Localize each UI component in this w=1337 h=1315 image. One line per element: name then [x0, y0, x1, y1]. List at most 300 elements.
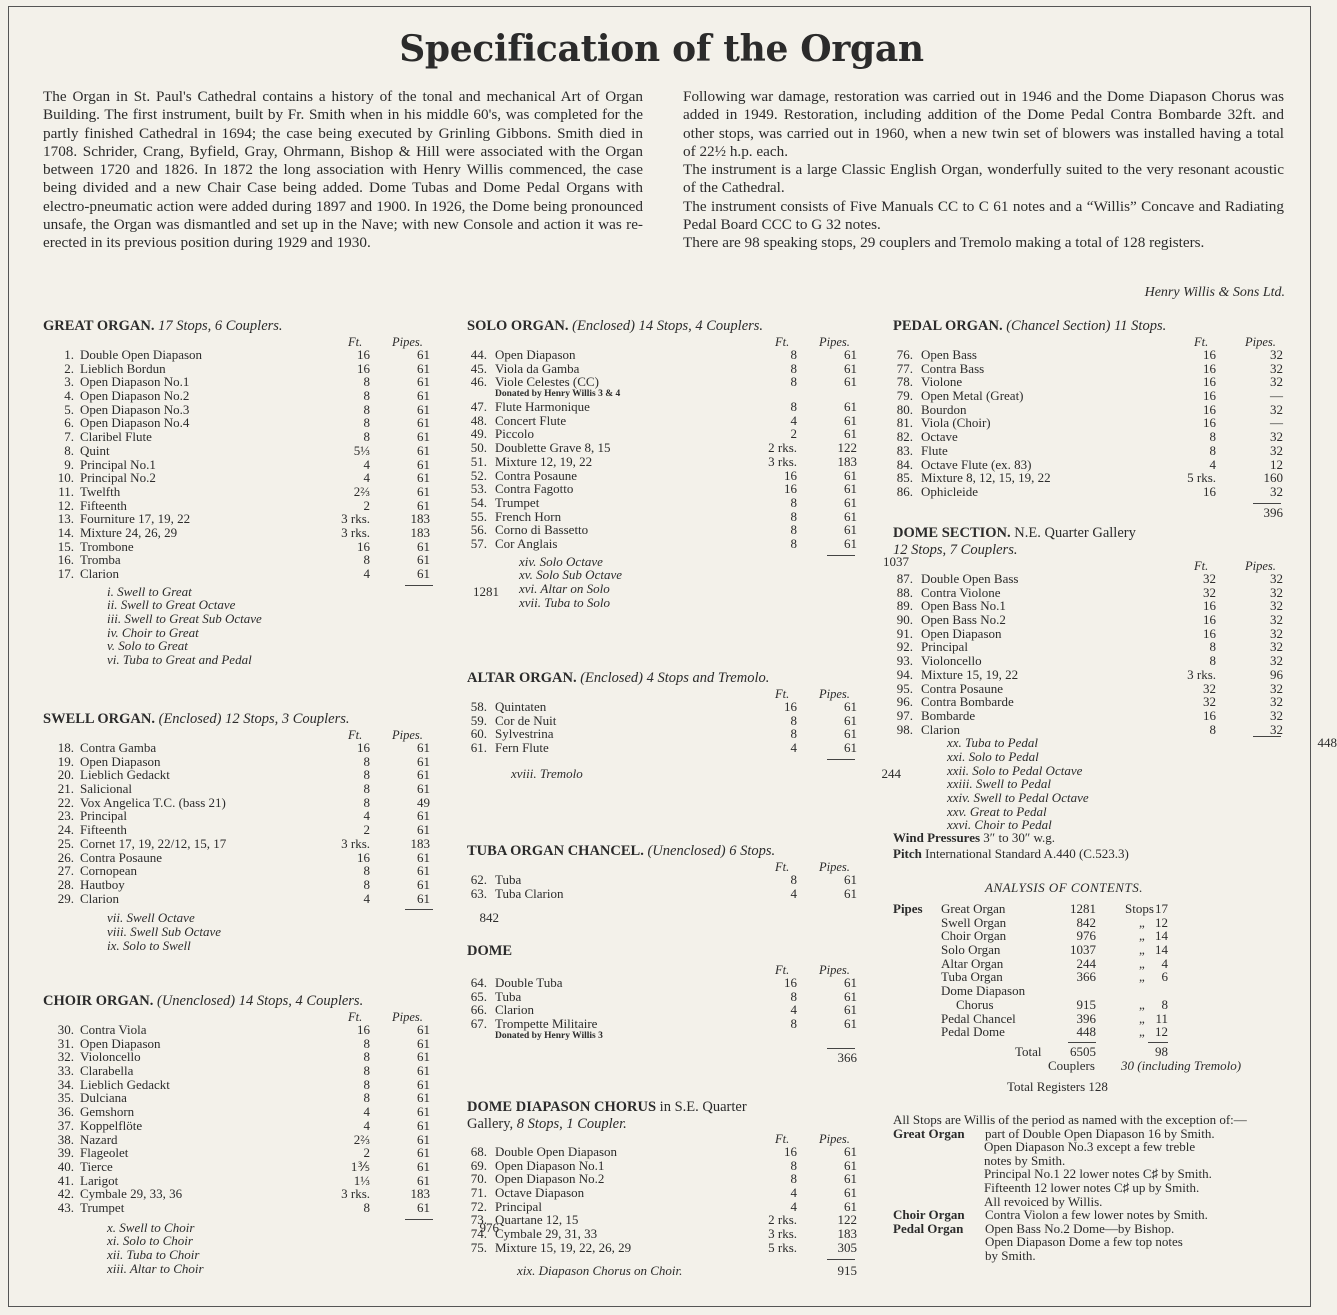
dome_chorus-name: DOME DIAPASON CHORUS: [467, 1099, 657, 1115]
stop-number: 20.: [57, 767, 74, 783]
dome_chorus-coupler: xix. Diapason Chorus on Choir.: [517, 1262, 683, 1278]
dome_section-title: [893, 525, 1293, 542]
ft-header: Ft.: [775, 963, 790, 977]
analysis-row: [893, 1012, 1293, 1026]
ditto-mark: „: [1139, 914, 1145, 930]
total-rule: [1148, 1042, 1168, 1043]
stop-row: [893, 586, 1293, 600]
stop-pipes: 61: [417, 456, 430, 472]
stop-name: Open Diapason No.3: [80, 401, 190, 417]
stop-feet: 16: [357, 740, 370, 755]
stop-name: Cor Anglais: [495, 535, 558, 551]
stop-row: [467, 873, 867, 887]
stop-feet: 8: [790, 1157, 797, 1173]
stop-name: Mixture 15, 19, 22: [921, 666, 1019, 682]
stop-feet: 4: [790, 885, 797, 901]
stop-number: 34.: [57, 1076, 74, 1092]
stop-row: [43, 458, 443, 472]
stop-feet: 3 rks.: [341, 1186, 370, 1202]
stop-pipes: 183: [410, 1186, 430, 1202]
stop-row: [467, 1003, 867, 1017]
stop-pipes: 32: [1270, 625, 1283, 641]
stop-pipes: 61: [844, 1171, 857, 1187]
organ-name: Altar Organ: [941, 955, 1004, 971]
stop-feet: 8: [363, 1049, 370, 1065]
stop-feet: 16: [357, 347, 370, 362]
stop-row: [893, 668, 1293, 682]
stop-name: Open Diapason No.1: [495, 1157, 605, 1173]
stop-name: Lieblich Gedackt: [80, 767, 170, 783]
stop-pipes: 61: [844, 1157, 857, 1173]
stop-number: 61.: [470, 740, 487, 756]
stop-row: [893, 640, 1293, 654]
stop-number: 57.: [470, 535, 487, 551]
column-right: [893, 0, 1337, 1315]
stop-pipes: 32: [1270, 694, 1283, 710]
willis-note: All Stops are Willis of the period as named with the exception of:—: [893, 1112, 1247, 1127]
great-title: [43, 318, 443, 335]
stop-pipes: 12: [1270, 456, 1283, 472]
stop-name: Quintaten: [495, 699, 547, 714]
stop-pipes: 61: [417, 442, 430, 458]
stop-name: Violoncello: [80, 1049, 141, 1065]
altar-stop-list: [467, 700, 867, 755]
stop-pipes: 61: [417, 497, 430, 513]
stop-name: Salicional: [80, 781, 132, 797]
exception-text: Open Diapason No.3 except a few treble: [984, 1139, 1196, 1155]
choir-stop-list: [43, 1023, 443, 1215]
exception-line: [893, 1249, 1293, 1263]
stop-number: 56.: [470, 522, 487, 538]
stop-number: 66.: [470, 1002, 487, 1018]
analysis-row: [893, 984, 1293, 998]
coupler-item: v. Solo to Great: [107, 638, 188, 654]
analysis-title: ANALYSIS OF CONTENTS.: [985, 880, 1143, 895]
dome_section-name: DOME SECTION.: [893, 525, 1011, 541]
stop-row: [43, 1037, 443, 1051]
stop-count: 14: [1155, 928, 1168, 944]
stop-name: Open Diapason No.2: [495, 1171, 605, 1187]
stop-feet: 8: [363, 1199, 370, 1215]
stop-row: [43, 526, 443, 540]
stop-count: 12: [1155, 914, 1168, 930]
stop-pipes: 61: [844, 1002, 857, 1018]
choir-name: CHOIR ORGAN.: [43, 993, 154, 1009]
stop-count: 12: [1155, 1024, 1168, 1040]
stop-name: Principal: [80, 808, 127, 824]
coupler-item: xiii. Altar to Choir: [107, 1260, 204, 1276]
stop-row: [43, 1091, 443, 1105]
analysis-row: [893, 957, 1293, 971]
coupler-item: [947, 735, 1337, 751]
stop-row: [43, 1050, 443, 1064]
stop-number: 10.: [57, 470, 74, 486]
stop-row: [467, 496, 867, 510]
stop-row: [467, 537, 867, 551]
stop-pipes: —: [1270, 388, 1283, 404]
stop-row: [43, 741, 443, 755]
stop-row: [467, 887, 867, 901]
wind-pressures: [893, 830, 1129, 846]
stop-name: Contra Violone: [921, 584, 1001, 600]
stop-number: 73.: [470, 1212, 487, 1228]
pipes-header: Pipes.: [819, 335, 850, 349]
stop-row: [467, 441, 867, 455]
solo-enclosure: (Enclosed): [572, 318, 635, 334]
stop-pipes: 32: [1270, 639, 1283, 655]
stop-name: Tuba Clarion: [495, 885, 564, 901]
stop-feet: 4: [363, 1117, 370, 1133]
stop-number: 94.: [896, 666, 913, 682]
stop-row: [43, 416, 443, 430]
stop-pipes: 61: [417, 1063, 430, 1079]
coupler-item: viii. Swell Sub Octave: [107, 923, 222, 939]
stop-row: [467, 348, 867, 362]
stop-name: Trombone: [80, 538, 134, 554]
solo-stop-list: [467, 348, 867, 551]
stop-feet: 8: [1209, 653, 1216, 669]
stop-number: 79.: [896, 388, 913, 404]
stop-feet: 8: [1209, 721, 1216, 737]
stop-row: [893, 485, 1293, 499]
coupler-item: [107, 583, 499, 599]
dome_section-couplers: [893, 735, 1337, 833]
stop-pipes: 61: [844, 740, 857, 756]
stop-pipes: 183: [837, 453, 857, 469]
stop-number: 14.: [57, 524, 74, 540]
stop-number: 33.: [57, 1063, 74, 1079]
stop-number: 4.: [64, 388, 74, 404]
stop-feet: 32: [1203, 680, 1216, 696]
stop-feet: 16: [784, 467, 797, 483]
solo-description: 14 Stops, 4 Couplers.: [638, 318, 764, 334]
stop-number: 48.: [470, 412, 487, 428]
stop-feet: 4: [363, 470, 370, 486]
stop-number: 8.: [64, 442, 74, 458]
stop-pipes: 183: [410, 524, 430, 540]
stop-number: 52.: [470, 467, 487, 483]
pipes-header: Pipes.: [819, 963, 850, 977]
stop-pipes: 61: [417, 483, 430, 499]
stop-row: [43, 878, 443, 892]
exception-text: Open Bass No.2 Dome—by Bishop.: [985, 1220, 1175, 1236]
stop-row: [43, 567, 443, 581]
stop-pipes: 61: [844, 699, 857, 714]
stop-pipes: 61: [417, 822, 430, 838]
stop-feet: 4: [363, 808, 370, 824]
dome_chorus-title: [467, 1099, 867, 1116]
stop-feet: 8: [363, 1076, 370, 1092]
dome-total-value: 366: [837, 1049, 857, 1065]
stop-row: [467, 510, 867, 524]
stop-pipes: 61: [417, 1049, 430, 1065]
stop-number: 3.: [64, 374, 74, 390]
stop-number: 26.: [57, 849, 74, 865]
analysis-row: [893, 970, 1293, 984]
stop-pipes: 61: [844, 885, 857, 901]
stop-row: [43, 823, 443, 837]
section-dome: [467, 943, 867, 1065]
stop-name: Fifteenth: [80, 822, 127, 838]
ft-header: Ft.: [1194, 335, 1209, 349]
solo-donation-note: Donated by Henry Willis 3 & 4: [495, 389, 621, 400]
stop-row: [467, 469, 867, 483]
stop-row: [43, 362, 443, 376]
stop-row: [43, 851, 443, 865]
stop-feet: 16: [357, 1022, 370, 1037]
stop-row: [43, 403, 443, 417]
stop-number: 49.: [470, 426, 487, 442]
exception-line: [893, 1127, 1293, 1141]
stop-feet: 8: [363, 876, 370, 892]
pipes-header: Pipes.: [1245, 559, 1276, 573]
stop-number: 86.: [896, 483, 913, 499]
altar-title: [467, 670, 867, 687]
stop-pipes: 32: [1270, 680, 1283, 696]
swell-enclosure: (Enclosed): [158, 711, 222, 727]
stop-name: Sylvestrina: [495, 726, 554, 742]
stop-pipes: 61: [417, 1076, 430, 1092]
stop-count: 17: [1155, 901, 1168, 916]
dome_chorus-line2: Gallery,: [467, 1116, 514, 1132]
stop-pipes: 32: [1270, 584, 1283, 600]
stop-name: Open Diapason: [921, 625, 1002, 641]
stop-name: Concert Flute: [495, 412, 567, 428]
stop-feet: 2⅔: [353, 483, 370, 499]
stop-number: 7.: [64, 429, 74, 445]
coupler-item: [107, 910, 499, 926]
exception-text: by Smith.: [985, 1247, 1036, 1263]
stop-row: [467, 523, 867, 537]
stop-feet: 16: [1203, 360, 1216, 376]
stop-pipes: 32: [1270, 721, 1283, 737]
stop-number: 63.: [470, 885, 487, 901]
swell-name: SWELL ORGAN.: [43, 711, 155, 727]
stop-number: 51.: [470, 453, 487, 469]
stop-feet: 16: [1203, 415, 1216, 431]
tuba-column-header: [467, 860, 867, 873]
stop-number: 27.: [57, 863, 74, 879]
stop-number: 87.: [896, 571, 913, 586]
stop-pipes: 61: [417, 1131, 430, 1147]
dome_chorus-title-line2: [467, 1116, 867, 1133]
stop-row: [467, 414, 867, 428]
organ-name: Swell Organ: [941, 914, 1007, 930]
stop-number: 55.: [470, 508, 487, 524]
pipe-count: 1281: [1070, 901, 1096, 916]
stop-feet: 8: [363, 753, 370, 769]
stop-number: 95.: [896, 680, 913, 696]
pipes-header: Pipes.: [392, 335, 423, 349]
stop-number: 84.: [896, 456, 913, 472]
stop-feet: 3 rks.: [341, 524, 370, 540]
stop-pipes: 61: [417, 1090, 430, 1106]
section-dome_section: [893, 525, 1337, 833]
stop-name: Clarion: [80, 890, 119, 906]
stop-number: 90.: [896, 612, 913, 628]
total-label: Total: [1015, 1043, 1042, 1059]
stop-feet: 16: [1203, 401, 1216, 417]
exception-line: [893, 1181, 1293, 1195]
stop-pipes: 61: [417, 808, 430, 824]
stop-name: Principal: [921, 639, 968, 655]
stop-feet: 1⅓: [353, 1172, 370, 1188]
stop-feet: 32: [1203, 694, 1216, 710]
stop-pipes: 61: [844, 1144, 857, 1159]
stop-name: Cymbale 29, 33, 36: [80, 1186, 183, 1202]
stop-number: 44.: [470, 347, 487, 362]
stop-name: Contra Gamba: [80, 740, 157, 755]
stop-feet: 4: [790, 1185, 797, 1201]
analysis-row: [893, 929, 1293, 943]
stop-name: Quint: [80, 442, 110, 458]
total-rule: [827, 759, 855, 760]
stop-name: Dulciana: [80, 1090, 127, 1106]
coupler-item: [519, 553, 909, 569]
stop-number: 70.: [470, 1171, 487, 1187]
stop-row: [893, 416, 1293, 430]
stop-row: [43, 864, 443, 878]
stop-number: 65.: [470, 988, 487, 1004]
stop-number: 97.: [896, 707, 913, 723]
coupler-label: x. Swell to Choir: [107, 1219, 195, 1235]
stop-name: Open Metal (Great): [921, 388, 1024, 404]
pedal-total: [893, 501, 1293, 520]
stop-row: [43, 1133, 443, 1147]
stop-row: [467, 1159, 867, 1173]
stop-name: Viola da Gamba: [495, 360, 580, 376]
stops-label: Stops: [1125, 901, 1154, 916]
stop-pipes: —: [1270, 415, 1283, 431]
stop-pipes: 61: [417, 890, 430, 906]
stop-row: [467, 1200, 867, 1214]
stop-number: 54.: [470, 494, 487, 510]
coupler-item: xxii. Solo to Pedal Octave: [947, 762, 1083, 778]
stop-row: [893, 403, 1293, 417]
stop-row: [43, 892, 443, 906]
stop-number: 88.: [896, 584, 913, 600]
stop-row: [43, 1160, 443, 1174]
choir-enclosure: (Unenclosed): [157, 993, 236, 1009]
stop-name: Clarabella: [80, 1063, 134, 1079]
coupler-label: xiv. Solo Octave: [519, 553, 603, 569]
stop-feet: 8: [1209, 639, 1216, 655]
stop-name: Lieblich Bordun: [80, 360, 166, 376]
stop-feet: 4: [363, 890, 370, 906]
stop-name: Clarion: [495, 1002, 534, 1018]
stop-row: [893, 695, 1293, 709]
stop-pipes: 32: [1270, 653, 1283, 669]
stop-count: 4: [1161, 955, 1168, 971]
coupler-item: xvi. Altar on Solo: [519, 581, 610, 596]
stop-number: 53.: [470, 481, 487, 497]
stop-feet: 3 rks.: [768, 1226, 797, 1242]
dome_section-total-value: 448: [1317, 735, 1337, 751]
coupler-item: ii. Swell to Great Octave: [107, 597, 236, 613]
stop-name: Contra Posaune: [80, 849, 162, 865]
stop-row: [893, 599, 1293, 613]
ft-header: Ft.: [348, 335, 363, 349]
stop-name: Twelfth: [80, 483, 121, 499]
stop-number: 15.: [57, 538, 74, 554]
stop-pipes: 61: [844, 1198, 857, 1214]
stop-name: Cor de Nuit: [495, 712, 557, 728]
coupler-item: iii. Swell to Great Sub Octave: [107, 611, 262, 627]
stop-name: Double Open Bass: [921, 571, 1019, 586]
stop-feet: 16: [1203, 388, 1216, 404]
coupler-item: xv. Solo Sub Octave: [519, 567, 622, 583]
stop-pipes: 61: [844, 988, 857, 1004]
stop-name: Principal No.1: [80, 456, 156, 472]
stop-feet: 4: [363, 566, 370, 581]
ditto-mark: „: [1139, 928, 1145, 944]
stop-name: Fern Flute: [495, 740, 549, 756]
stop-feet: 8: [790, 726, 797, 742]
stop-name: Tierce: [80, 1158, 113, 1174]
total-rule: [827, 1048, 855, 1049]
pedal-total-value: 396: [1263, 504, 1283, 520]
stop-name: Principal: [495, 1198, 542, 1214]
stop-number: 85.: [896, 470, 913, 486]
stop-feet: 3 rks.: [768, 453, 797, 469]
stop-number: 11.: [58, 483, 74, 499]
stop-pipes: 32: [1270, 442, 1283, 458]
stop-name: Contra Fagotto: [495, 481, 574, 497]
analysis-couplers-row: [893, 1059, 1293, 1073]
dome_chorus-stop-list: [467, 1145, 867, 1255]
exception-line: [893, 1235, 1293, 1249]
total-stops: 98: [1155, 1043, 1168, 1059]
altar-enclosure: (Enclosed): [580, 670, 644, 686]
coupler-label: xviii. Tremolo: [511, 765, 583, 781]
pitch-value: International Standard A.440 (C.523.3): [925, 846, 1129, 861]
stop-name: Trumpet: [80, 1199, 125, 1215]
stop-row: [893, 375, 1293, 389]
stop-pipes: 61: [844, 360, 857, 376]
tuba-stop-list: [467, 873, 867, 900]
stop-name: Quartane 12, 15: [495, 1212, 579, 1228]
stop-feet: 32: [1203, 584, 1216, 600]
stop-count: 6: [1161, 969, 1168, 985]
stop-pipes: 61: [417, 781, 430, 797]
total-rule: [405, 1219, 433, 1220]
pipes-header: Pipes.: [819, 687, 850, 701]
stop-number: 31.: [57, 1035, 74, 1051]
stop-row: [467, 375, 867, 389]
stop-number: 50.: [470, 440, 487, 456]
exception-line: [893, 1195, 1293, 1209]
ditto-mark: „: [1139, 1024, 1145, 1040]
organ-name: Pedal Chancel: [941, 1010, 1016, 1026]
stop-name: Open Diapason No.2: [80, 388, 190, 404]
stop-pipes: 61: [417, 1172, 430, 1188]
stop-name: Violoncello: [921, 653, 982, 669]
stop-count: 14: [1155, 942, 1168, 958]
stop-row: [467, 727, 867, 741]
pipes-header: Pipes.: [392, 1010, 423, 1024]
stop-row: [43, 512, 443, 526]
pipes-header: Pipes.: [392, 728, 423, 742]
stop-number: 21.: [57, 781, 74, 797]
ft-header: Ft.: [1194, 559, 1209, 573]
coupler-item: [511, 765, 901, 781]
stop-feet: 2⅔: [353, 1131, 370, 1147]
ditto-mark: „: [1139, 1010, 1145, 1026]
pipe-count: 244: [1076, 955, 1096, 971]
stop-pipes: 61: [844, 1016, 857, 1032]
stop-number: 67.: [470, 1016, 487, 1032]
stop-number: 22.: [57, 794, 74, 810]
